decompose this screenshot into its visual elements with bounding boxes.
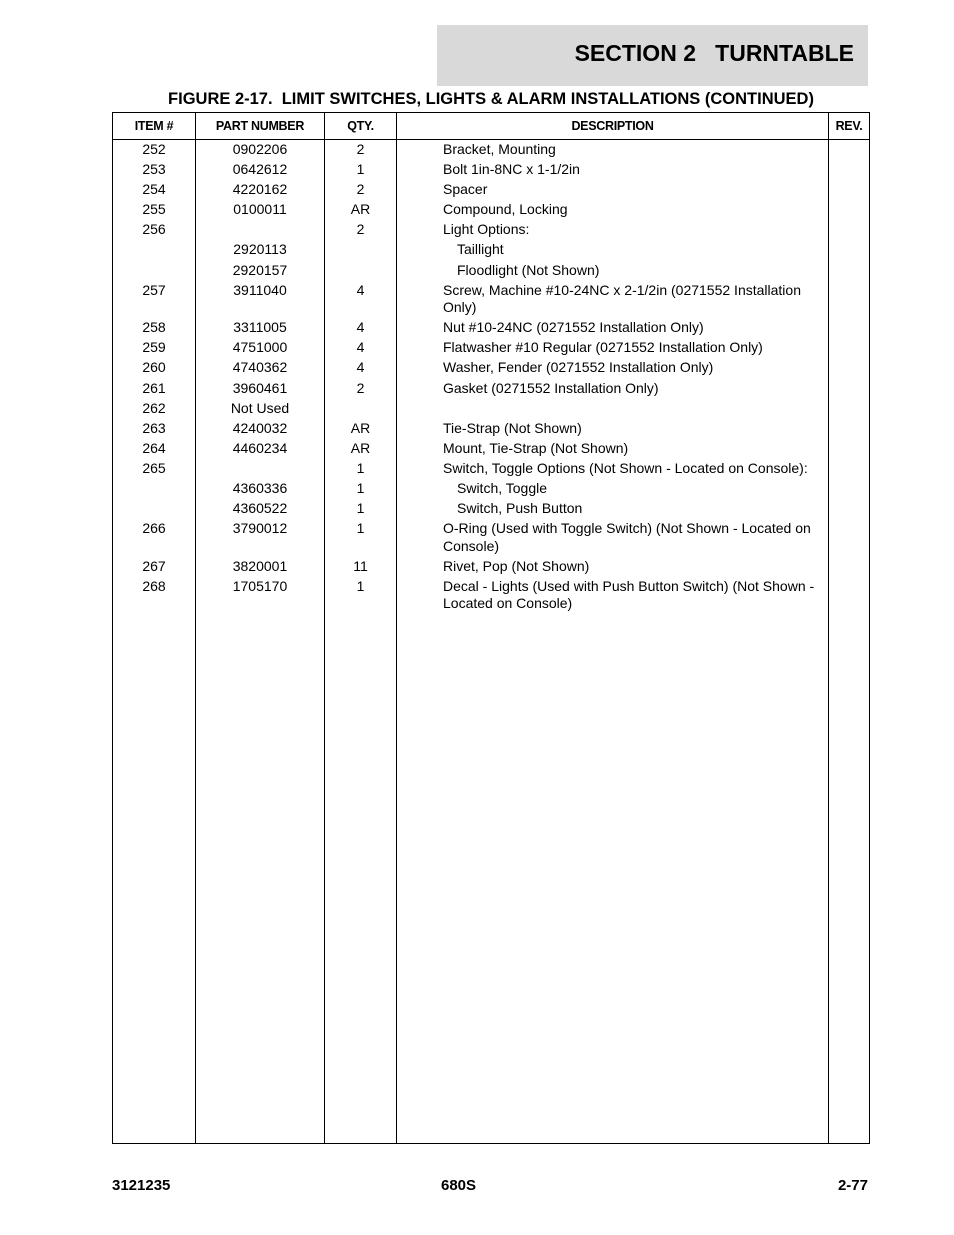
- part-number-cell: 4240032: [232, 419, 288, 436]
- column-header-item: ITEM #: [134, 119, 174, 133]
- table-body: [113, 141, 869, 615]
- item-cell: 264: [142, 439, 166, 456]
- description-cell: Switch, Toggle Options (Not Shown - Located on Console):: [443, 459, 808, 476]
- part-number-cell: 4360522: [232, 500, 288, 517]
- table-row: [113, 500, 869, 520]
- description-cell: Taillight: [457, 241, 504, 258]
- part-number-cell: 1705170: [232, 577, 288, 594]
- part-number-cell: 4460234: [232, 439, 288, 456]
- description-cell: Screw, Machine #10-24NC x 2-1/2in (0271552 Installation Only): [443, 281, 801, 316]
- description-cell: Flatwasher #10 Regular (0271552 Installation Only): [443, 339, 763, 356]
- part-number-cell: 0100011: [233, 201, 287, 218]
- part-number-cell: Not Used: [230, 399, 290, 416]
- qty-cell: 1: [356, 500, 365, 517]
- item-cell: 263: [142, 419, 166, 436]
- part-number-cell: 3790012: [232, 520, 288, 537]
- model-number: 680S: [441, 1177, 477, 1194]
- table-row: [113, 339, 869, 359]
- parts-table: [112, 112, 870, 1144]
- qty-cell: 1: [356, 161, 365, 178]
- description-cell: Spacer: [443, 181, 488, 198]
- part-number-cell: 0902206: [232, 141, 288, 157]
- section-title: SECTION 2 TURNTABLE: [574, 40, 854, 66]
- document-number: 3121235: [112, 1177, 171, 1194]
- description-cell: Mount, Tie-Strap (Not Shown): [443, 439, 629, 456]
- qty-cell: 1: [356, 520, 365, 537]
- item-cell: 258: [142, 319, 166, 336]
- part-number-cell: 3911040: [233, 281, 287, 298]
- description-cell: Floodlight (Not Shown): [457, 261, 600, 278]
- item-cell: 254: [142, 181, 166, 198]
- part-number-cell: 4360336: [232, 480, 288, 496]
- part-number-cell: 3960461: [232, 379, 288, 396]
- item-cell: 260: [142, 359, 166, 376]
- part-number-cell: 4740362: [232, 359, 288, 376]
- table-row: [113, 262, 869, 282]
- table-row: [113, 440, 869, 460]
- table-row: [113, 400, 869, 420]
- table-row: [113, 241, 869, 261]
- part-number-cell: 3820001: [232, 557, 288, 574]
- description-cell: Light Options:: [443, 221, 530, 238]
- item-cell: 255: [142, 201, 166, 218]
- table-row: [113, 141, 869, 161]
- item-cell: 266: [142, 520, 166, 537]
- qty-cell: 1: [356, 459, 365, 476]
- qty-cell: 4: [356, 339, 365, 356]
- figure-title: FIGURE 2-17. LIMIT SWITCHES, LIGHTS & ALARM INSTALLATIONS (CONTINUED): [168, 90, 814, 108]
- table-row: [113, 319, 869, 339]
- item-cell: 257: [142, 281, 166, 298]
- header-divider: [113, 139, 869, 140]
- description-cell: Switch, Push Button: [457, 500, 583, 517]
- item-cell: 259: [142, 339, 166, 356]
- table-row: [113, 359, 869, 379]
- qty-cell: 2: [356, 221, 365, 238]
- part-number-cell: 3311005: [233, 319, 287, 336]
- item-cell: 256: [142, 221, 166, 238]
- description-cell: [443, 400, 823, 418]
- column-header-rev: REV.: [835, 119, 863, 133]
- table-row: [113, 221, 869, 241]
- part-number-cell: 2920157: [232, 261, 288, 278]
- table-row: [113, 420, 869, 440]
- description-cell: Bolt 1in-8NC x 1-1/2in: [443, 161, 580, 178]
- table-row: [113, 578, 869, 616]
- qty-cell: 2: [356, 141, 365, 157]
- qty-cell: 4: [356, 359, 365, 376]
- item-cell: 267: [142, 557, 166, 574]
- item-cell: 252: [142, 141, 166, 157]
- item-cell: 268: [142, 577, 166, 594]
- section-header: [437, 25, 868, 86]
- description-cell: O-Ring (Used with Toggle Switch) (Not Shown - Located on Console): [443, 520, 811, 554]
- qty-cell: 11: [353, 557, 368, 574]
- qty-cell: 2: [356, 181, 365, 198]
- description-cell: Compound, Locking: [443, 201, 568, 218]
- table-row: [113, 201, 869, 221]
- description-cell: Rivet, Pop (Not Shown): [443, 557, 590, 574]
- table-row: [113, 181, 869, 201]
- qty-cell: AR: [350, 201, 371, 218]
- table-row: [113, 480, 869, 500]
- part-number-cell: 2920113: [233, 241, 287, 258]
- qty-cell: 4: [356, 319, 365, 336]
- item-cell: 253: [142, 161, 166, 178]
- column-header-description: DESCRIPTION: [571, 119, 654, 133]
- part-number-cell: 0642612: [232, 161, 288, 178]
- item-cell: 261: [142, 379, 166, 396]
- qty-cell: 1: [356, 577, 365, 594]
- table-row: [113, 380, 869, 400]
- description-cell: Washer, Fender (0271552 Installation Only): [443, 359, 714, 376]
- table-row: [113, 460, 869, 480]
- qty-cell: 2: [356, 379, 365, 396]
- part-number-cell: 4751000: [232, 339, 288, 356]
- qty-cell: AR: [350, 419, 371, 436]
- qty-cell: AR: [350, 439, 371, 456]
- table-row: [113, 520, 869, 558]
- column-header-qty: QTY.: [347, 119, 374, 133]
- description-cell: Switch, Toggle: [457, 480, 548, 496]
- part-number-cell: 4220162: [232, 181, 288, 198]
- item-cell: 262: [142, 399, 166, 416]
- table-row: [113, 282, 869, 320]
- description-cell: Nut #10-24NC (0271552 Installation Only): [443, 319, 704, 336]
- table-row: [113, 161, 869, 181]
- description-cell: Bracket, Mounting: [443, 141, 556, 157]
- qty-cell: 1: [356, 480, 365, 496]
- column-header-part-number: PART NUMBER: [215, 119, 305, 133]
- description-cell: Decal - Lights (Used with Push Button Switch) (Not Shown - Located on Console): [443, 577, 815, 612]
- page-number: 2-77: [837, 1177, 868, 1194]
- description-cell: Gasket (0271552 Installation Only): [443, 379, 659, 396]
- table-row: [113, 558, 869, 578]
- description-cell: Tie-Strap (Not Shown): [443, 419, 582, 436]
- qty-cell: 4: [356, 281, 365, 298]
- item-cell: 265: [142, 459, 166, 476]
